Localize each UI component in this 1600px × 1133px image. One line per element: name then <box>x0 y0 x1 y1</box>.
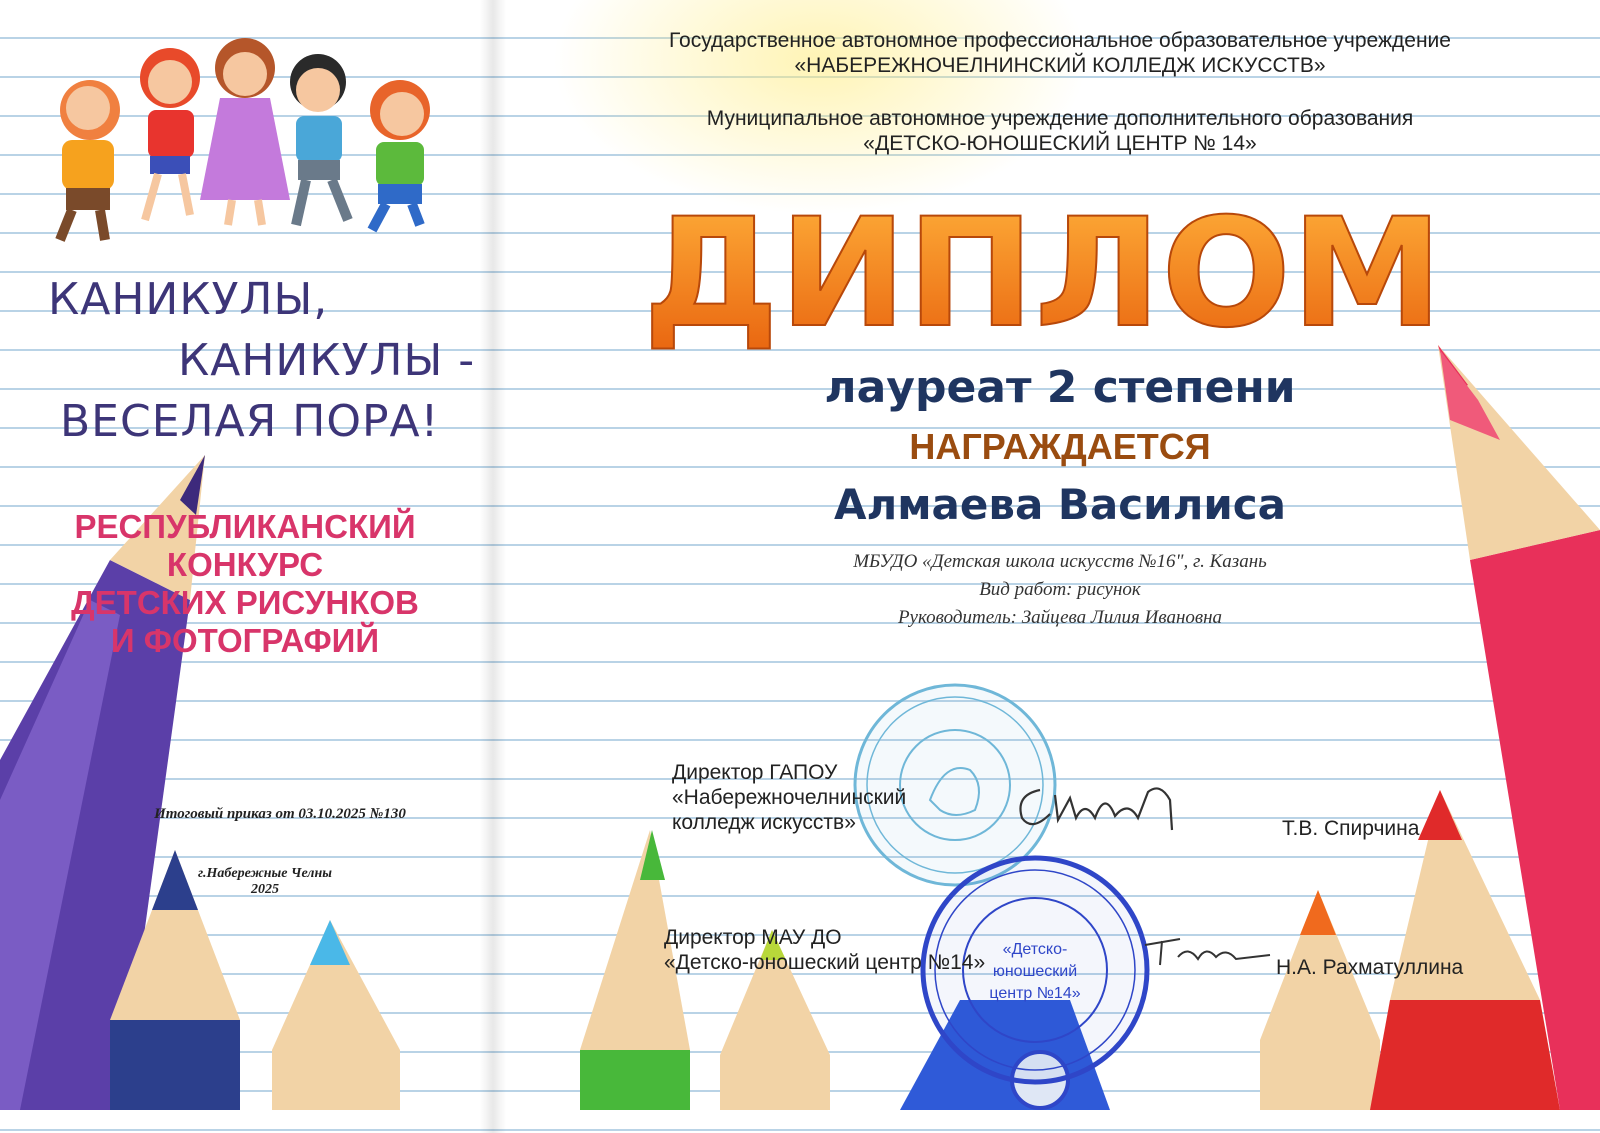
slogan-line-3: ВЕСЕЛАЯ ПОРА! <box>60 396 440 447</box>
signatory-2-org: «Детско-юношеский центр №14» <box>664 951 986 974</box>
signatory-1 <box>672 760 972 835</box>
organization-2 <box>560 106 1560 156</box>
signature-2 <box>1140 925 1280 975</box>
signatory-2-title: Директор МАУ ДО <box>664 926 842 949</box>
signatory-2-name: Н.А. Рахматуллина <box>1276 956 1464 979</box>
supervisor-line: Руководитель: Зайцева Лилия Ивановна <box>897 607 1223 628</box>
org1-title: «НАБЕРЕЖНОЧЕЛНИНСКИЙ КОЛЛЕДЖ ИСКУССТВ» <box>794 54 1326 77</box>
kids-illustration <box>60 38 430 240</box>
stamp-center-line-2: юношеский <box>992 963 1078 980</box>
diploma-title <box>628 185 1458 355</box>
year: 2025 <box>251 882 279 897</box>
degree: лауреат 2 степени <box>824 362 1296 413</box>
contest-line-2: КОНКУРС <box>166 546 324 583</box>
signatory-2 <box>664 925 1044 975</box>
award-details <box>560 548 1560 632</box>
org1-name: Государственное автономное профессиональное образовательное учреждение <box>669 29 1451 52</box>
city: г.Набережные Челны <box>198 866 332 881</box>
stamp-center-line-3: центр №14» <box>989 985 1081 1002</box>
signatory-1-name: Т.В. Спирчина <box>1282 817 1420 840</box>
contest-line-1: РЕСПУБЛИКАНСКИЙ <box>74 508 416 545</box>
orange-pencil <box>1260 890 1380 1110</box>
organization-1 <box>560 28 1560 78</box>
stamp-center-line-1: «Детско- <box>1002 941 1068 958</box>
contest-title <box>40 508 450 660</box>
slogan-line-2: КАНИКУЛЫ - <box>178 335 476 386</box>
org2-title: «ДЕТСКО-ЮНОШЕСКИЙ ЦЕНТР № 14» <box>863 132 1257 155</box>
awarded-label: НАГРАЖДАЕТСЯ <box>909 426 1211 467</box>
contest-line-3: ДЕТСКИХ РИСУНКОВ <box>71 584 419 621</box>
light-blue-pencil <box>272 920 400 1110</box>
signatory-1-title: Директор ГАПОУ <box>672 761 838 784</box>
org2-name: Муниципальное автономное учреждение дополнительного образования <box>706 107 1414 130</box>
diploma-title-text: ДИПЛОМ <box>643 187 1443 355</box>
signatory-1-org: «Набережночелнинский <box>672 786 907 809</box>
slogan-line-1: КАНИКУЛЫ, <box>48 274 329 325</box>
signatory-1-org-2: колледж искусств» <box>672 811 856 834</box>
work-type-line: Вид работ: рисунок <box>979 579 1141 600</box>
signature-1 <box>1010 770 1210 840</box>
school-line: МБУДО «Детская школа искусств №16", г. Казань <box>853 551 1267 572</box>
order-reference: Итоговый приказ от 03.10.2025 №130 <box>154 806 406 822</box>
recipient-name: Алмаева Василиса <box>833 480 1287 529</box>
city-year <box>180 866 350 898</box>
contest-line-4: И ФОТОГРАФИЙ <box>110 622 380 659</box>
